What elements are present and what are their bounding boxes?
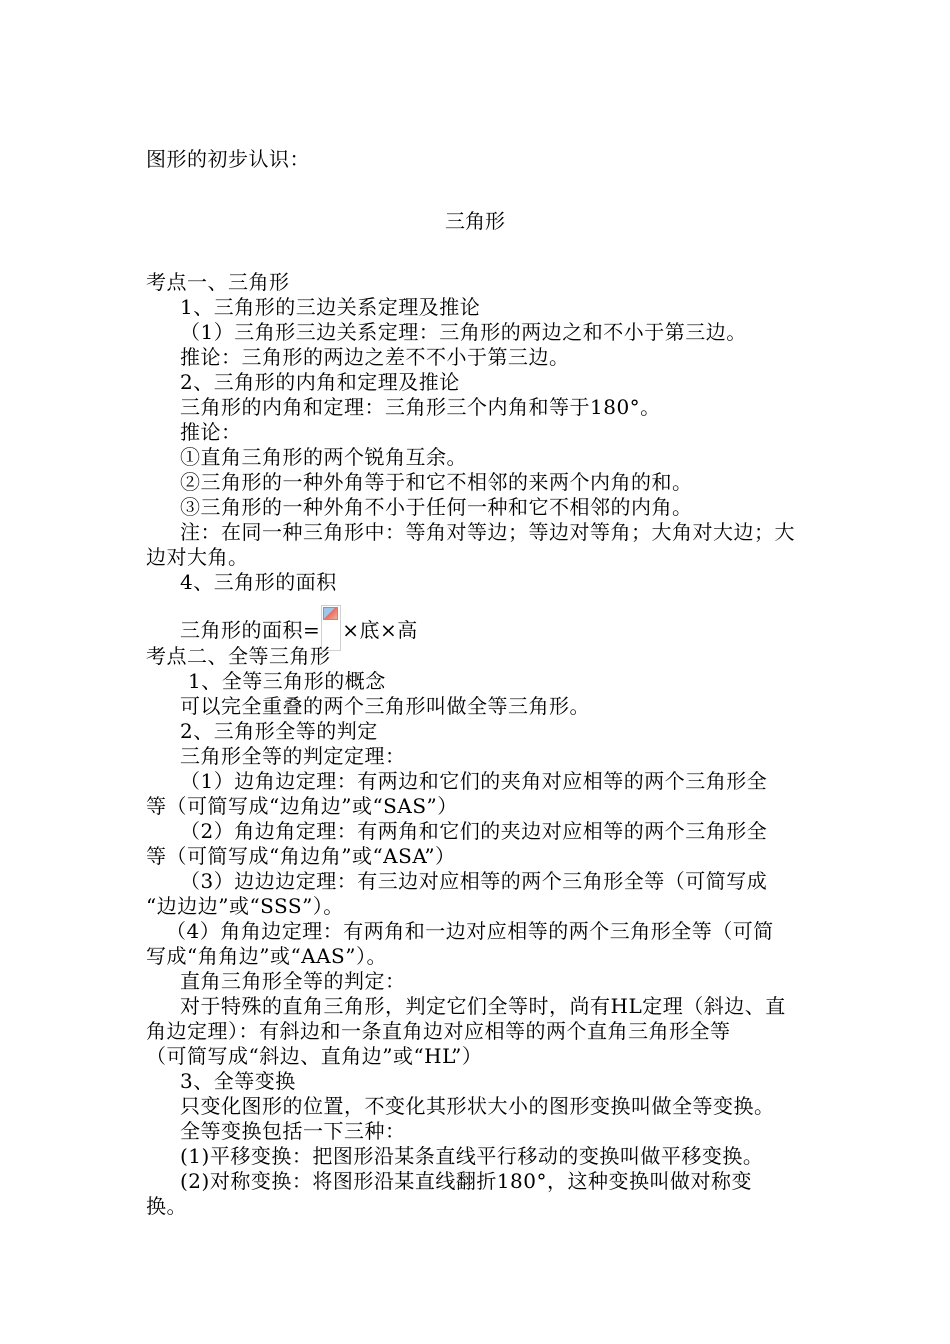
line-9: ③三角形的一种外角不小于任何一种和它不相邻的内角。: [180, 495, 693, 519]
line-11: 边对大角。: [146, 545, 249, 569]
line2-5: （1）边角边定理：有两边和它们的夹角对应相等的两个三角形全: [180, 769, 768, 793]
line2-16: （可简写成“斜边、直角边”或“HL”）: [146, 1044, 483, 1068]
line-8: ②三角形的一种外角等于和它不相邻的来两个内角的和。: [180, 470, 693, 494]
line2-22: 换。: [146, 1194, 187, 1218]
section-1-heading: 考点一、三角形: [146, 270, 290, 294]
line2-4: 三角形全等的判定定理：: [180, 744, 406, 768]
line2-10: “边边边”或“SSS”）。: [146, 894, 344, 918]
line2-2: 可以完全重叠的两个三角形叫做全等三角形。: [180, 694, 590, 718]
line-12: 4、三角形的面积: [180, 570, 337, 594]
line2-17: 3、全等变换: [180, 1069, 296, 1093]
line-4: 2、三角形的内角和定理及推论: [180, 370, 460, 394]
doc-heading: 图形的初步认识：: [146, 147, 310, 171]
line-3: 推论：三角形的两边之差不不小于第三边。: [180, 345, 570, 369]
line2-7: （2）角边角定理：有两角和它们的夹边对应相等的两个三角形全: [180, 819, 768, 843]
line2-1: 1、全等三角形的概念: [188, 669, 386, 693]
line2-3: 2、三角形全等的判定: [180, 719, 378, 743]
line2-9: （3）边边边定理：有三边对应相等的两个三角形全等（可简写成: [180, 869, 768, 893]
doc-title: 三角形: [445, 209, 505, 233]
line-2: （1）三角形三边关系定理：三角形的两边之和不小于第三边。: [180, 320, 747, 344]
line2-18: 只变化图形的位置，不变化其形状大小的图形变换叫做全等变换。: [180, 1094, 775, 1118]
line2-11: （4）角角边定理：有两角和一边对应相等的两个三角形全等（可简: [166, 919, 774, 943]
line-10: 注：在同一种三角形中：等角对等边；等边对等角；大角对大边；大: [180, 520, 795, 544]
line2-15: 角边定理）：有斜边和一条直角边对应相等的两个直角三角形全等: [146, 1019, 731, 1043]
line2-8: 等（可简写成“角边角”或“ASA”）: [146, 844, 456, 868]
area-prefix: 三角形的面积=: [180, 618, 321, 642]
line-6: 推论：: [180, 420, 242, 444]
line2-13: 直角三角形全等的判定：: [180, 969, 406, 993]
line-5: 三角形的内角和定理：三角形三个内角和等于180°。: [180, 395, 661, 419]
line2-6: 等（可简写成“边角边”或“SAS”）: [146, 794, 458, 818]
area-suffix: ×底×高: [342, 618, 418, 642]
line2-12: 写成“角角边”或“AAS”）。: [146, 944, 387, 968]
line2-14: 对于特殊的直角三角形，判定它们全等时，尚有HL定理（斜边、直: [180, 994, 786, 1018]
line2-19: 全等变换包括一下三种：: [180, 1119, 406, 1143]
line-1: 1、三角形的三边关系定理及推论: [180, 295, 481, 319]
section-2-heading: 考点二、全等三角形: [146, 644, 331, 668]
line-7: ①直角三角形的两个锐角互余。: [180, 445, 467, 469]
line2-20: (1)平移变换：把图形沿某条直线平行移动的变换叫做平移变换。: [180, 1144, 764, 1168]
line2-21: (2)对称变换：将图形沿某直线翻折180°，这种变换叫做对称变: [180, 1169, 753, 1193]
